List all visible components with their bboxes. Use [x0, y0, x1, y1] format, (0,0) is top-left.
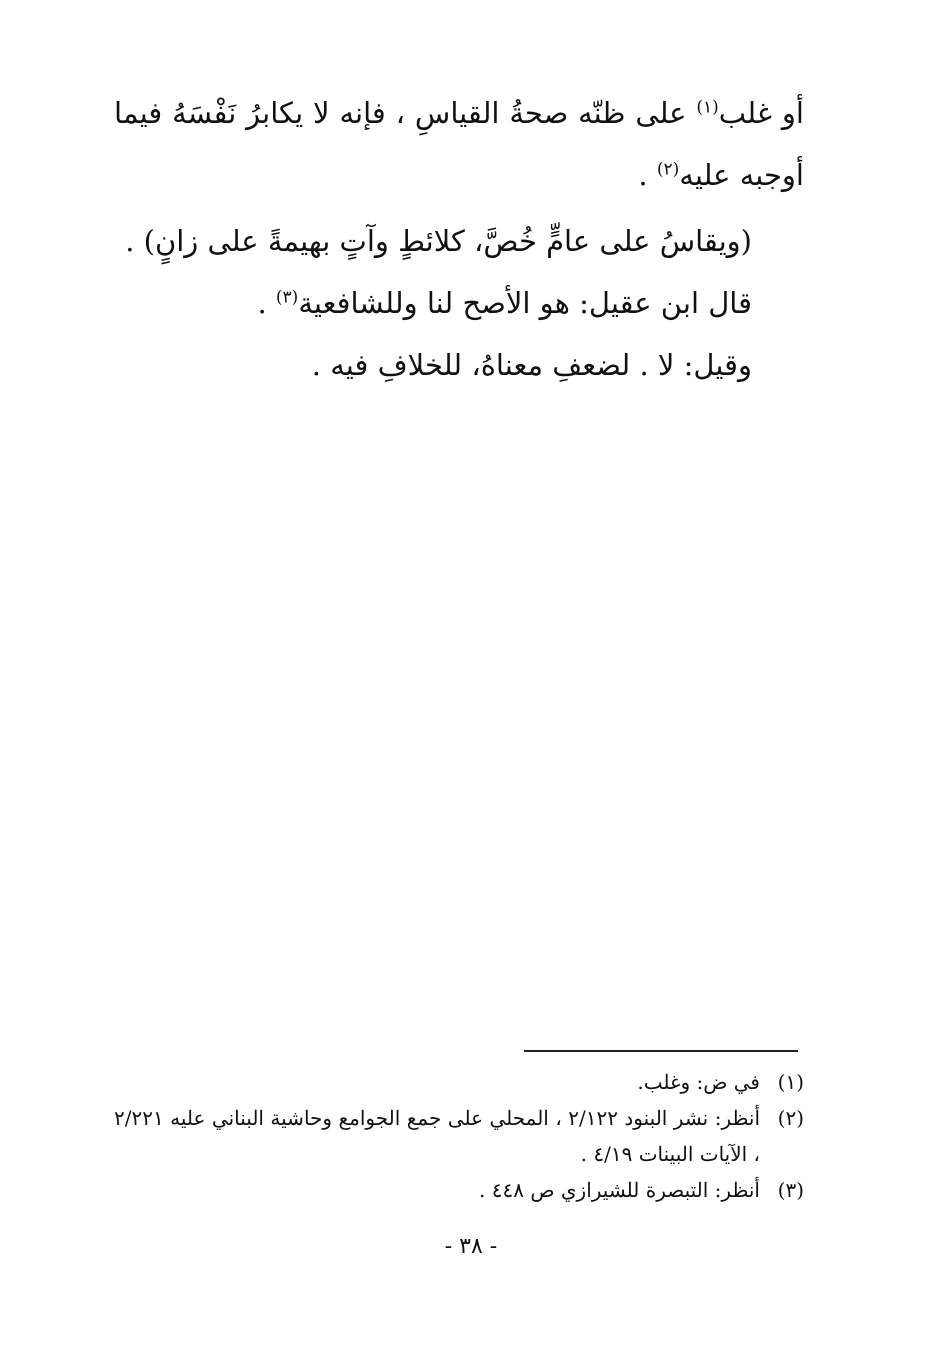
rule-block [125, 210, 752, 396]
paragraph-text [114, 82, 804, 206]
rule-line-2-text: قال ابن عقيل: هو الأصح لنا وللشافعية [298, 286, 752, 320]
rule-line-1: (ويقاسُ على عامٍّ خُصَّ، كلائطٍ وآتٍ بهيمةً على زانٍ) . [125, 224, 752, 258]
rule-line-3: وقيل: لا . لضعفِ معناهُ، للخلافِ فيه . [311, 348, 752, 382]
footnote-number: (٢) [777, 1106, 804, 1130]
footnote-2 [114, 1100, 804, 1172]
main-paragraph [114, 82, 804, 206]
footnote-1 [114, 1064, 804, 1100]
rule-line-2 [152, 272, 752, 334]
paragraph-part-c: . [638, 158, 657, 192]
footnote-text: أنظر: نشر البنود ٢/١٢٢ ، المحلي على جمع الجوامع وحاشية البناني عليه ٢/٢٢١ ، الآيات البينات ٤/١٩ . [114, 1106, 761, 1166]
footnote-number: (٣) [777, 1178, 804, 1202]
footnotes-section [114, 1064, 804, 1208]
footnote-ref-3[interactable]: (٣) [275, 287, 299, 308]
paragraph-part-a: أو غلب [718, 96, 804, 130]
paragraph-part-b: على ظنّه صحةُ القياسِ ، فإنه لا يكابرُ نَفْسَهُ فيما أوجبه عليه [114, 96, 804, 192]
footnote-text: أنظر: التبصرة للشيرازي ص ٤٤٨ . [479, 1178, 760, 1202]
footnote-ref-1[interactable]: (١) [696, 97, 719, 118]
footnote-number: (١) [777, 1070, 804, 1094]
footnote-divider [524, 1050, 798, 1052]
page-number: - ٣٨ - [444, 1234, 498, 1259]
footnote-text: في ض: وغلب. [637, 1070, 760, 1094]
footnote-ref-2[interactable]: (٢) [656, 159, 680, 180]
footnote-3 [114, 1172, 804, 1208]
rule-line-2-tail: . [257, 286, 276, 320]
